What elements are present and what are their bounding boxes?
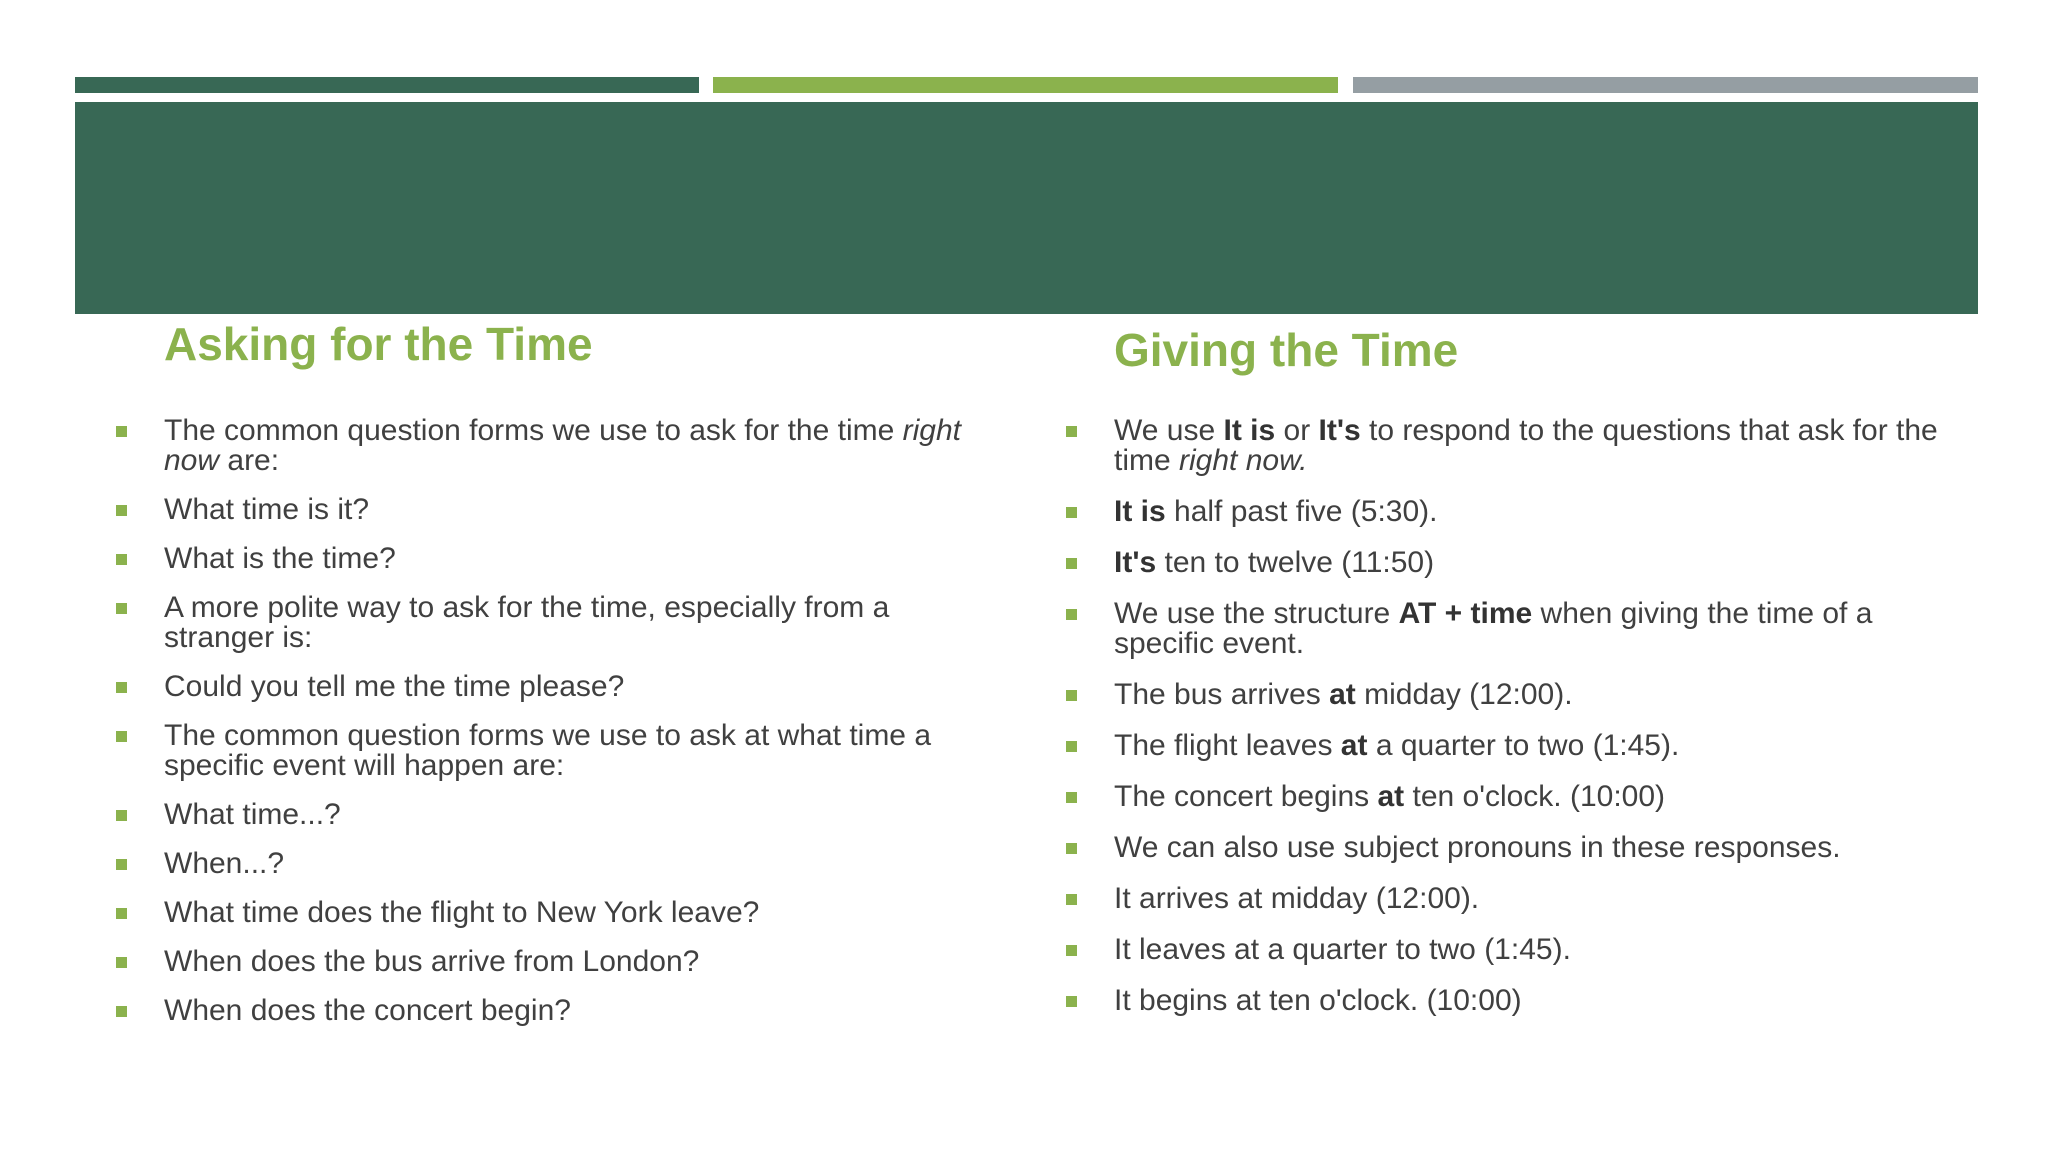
bold-text: It is — [1114, 495, 1166, 528]
text-run: A more polite way to ask for the time, especially from a stranger is: — [164, 591, 890, 654]
square-bullet-icon — [1066, 507, 1077, 518]
text-run: when giving the time of a specific event. — [1114, 597, 1873, 660]
list-item — [1064, 782, 1964, 812]
square-bullet-icon — [1066, 558, 1077, 569]
bold-text: It is — [1223, 414, 1276, 447]
bold-text: It's — [1318, 414, 1361, 447]
list-item — [114, 996, 994, 1026]
square-bullet-icon — [116, 810, 127, 821]
square-bullet-icon — [116, 505, 127, 516]
italic-text: right now — [164, 414, 962, 477]
square-bullet-icon — [1066, 741, 1077, 752]
list-item — [1064, 986, 1964, 1016]
square-bullet-icon — [116, 682, 127, 693]
list-item — [114, 800, 994, 830]
italic-text: right now. — [1179, 444, 1308, 477]
square-bullet-icon — [116, 859, 127, 870]
text-run: half past five (5:30). — [1165, 495, 1438, 528]
list-item — [114, 672, 994, 702]
text-run: midday (12:00). — [1355, 678, 1573, 711]
text-run: What time...? — [164, 798, 341, 831]
text-run: What time does the flight to New York leave? — [164, 896, 760, 929]
bold-text: at — [1340, 729, 1368, 762]
list-item — [114, 898, 994, 928]
text-run: The concert begins — [1114, 780, 1378, 813]
list-item — [114, 849, 994, 879]
list-item — [1064, 548, 1964, 578]
list-item — [1064, 680, 1964, 710]
text-run: We can also use subject pronouns in these responses. — [1114, 831, 1841, 864]
square-bullet-icon — [116, 1006, 127, 1017]
text-run: It leaves at a quarter to two (1:45). — [1114, 933, 1571, 966]
square-bullet-icon — [1066, 843, 1077, 854]
square-bullet-icon — [1066, 426, 1077, 437]
text-run: ten o'clock. (10:00) — [1404, 780, 1666, 813]
text-run: Could you tell me the time please? — [164, 670, 625, 703]
text-run: When...? — [164, 847, 285, 880]
list-item — [1064, 599, 1964, 659]
list-item — [114, 593, 994, 653]
giving-time-column — [1064, 320, 1964, 1037]
bold-text: AT + time — [1398, 597, 1533, 630]
bold-text: at — [1377, 780, 1405, 813]
list-item — [114, 416, 994, 476]
accent-bar-dark-green — [75, 77, 699, 93]
text-run: ten to twelve (11:50) — [1156, 546, 1435, 579]
list-item — [1064, 731, 1964, 761]
accent-bar-gray — [1353, 77, 1978, 93]
text-run: It arrives at midday (12:00). — [1114, 882, 1480, 915]
asking-time-column — [114, 314, 994, 1045]
list-item — [1064, 416, 1964, 476]
text-run: are: — [219, 444, 280, 477]
square-bullet-icon — [1066, 609, 1077, 620]
text-run: The bus arrives — [1114, 678, 1330, 711]
asking-time-heading: Asking for the Time — [164, 318, 593, 370]
bold-text: It's — [1114, 546, 1157, 579]
text-run: When does the bus arrive from London? — [164, 945, 700, 978]
list-item — [1064, 833, 1964, 863]
list-item — [114, 947, 994, 977]
list-item — [114, 544, 994, 574]
square-bullet-icon — [1066, 996, 1077, 1007]
list-item — [114, 721, 994, 781]
text-run: to respond to the questions that ask for the time — [1114, 414, 1938, 477]
asking-time-list — [114, 416, 994, 1026]
square-bullet-icon — [1066, 690, 1077, 701]
list-item — [114, 495, 994, 525]
giving-time-list — [1064, 416, 1964, 1016]
text-run: We use the structure — [1114, 597, 1399, 630]
list-item — [1064, 935, 1964, 965]
text-run: When does the concert begin? — [164, 994, 571, 1027]
text-run: The flight leaves — [1114, 729, 1341, 762]
text-run: What time is it? — [164, 493, 370, 526]
title-band — [75, 102, 1978, 314]
text-run: The common question forms we use to ask at what time a specific event will happen are: — [164, 719, 932, 782]
text-run: What is the time? — [164, 542, 396, 575]
square-bullet-icon — [116, 908, 127, 919]
square-bullet-icon — [116, 603, 127, 614]
accent-bar-light-green — [713, 77, 1338, 93]
square-bullet-icon — [1066, 894, 1077, 905]
bold-text: at — [1329, 678, 1356, 711]
square-bullet-icon — [1066, 792, 1077, 803]
text-run: The common question forms we use to ask for the time — [164, 414, 903, 447]
text-run: or — [1275, 414, 1319, 447]
text-run: It begins at ten o'clock. (10:00) — [1114, 984, 1522, 1017]
list-item — [1064, 497, 1964, 527]
square-bullet-icon — [116, 957, 127, 968]
text-run: We use — [1114, 414, 1224, 447]
square-bullet-icon — [116, 426, 127, 437]
square-bullet-icon — [116, 554, 127, 565]
square-bullet-icon — [116, 731, 127, 742]
text-run: a quarter to two (1:45). — [1367, 729, 1680, 762]
list-item — [1064, 884, 1964, 914]
giving-time-heading: Giving the Time — [1114, 324, 1459, 376]
square-bullet-icon — [1066, 945, 1077, 956]
